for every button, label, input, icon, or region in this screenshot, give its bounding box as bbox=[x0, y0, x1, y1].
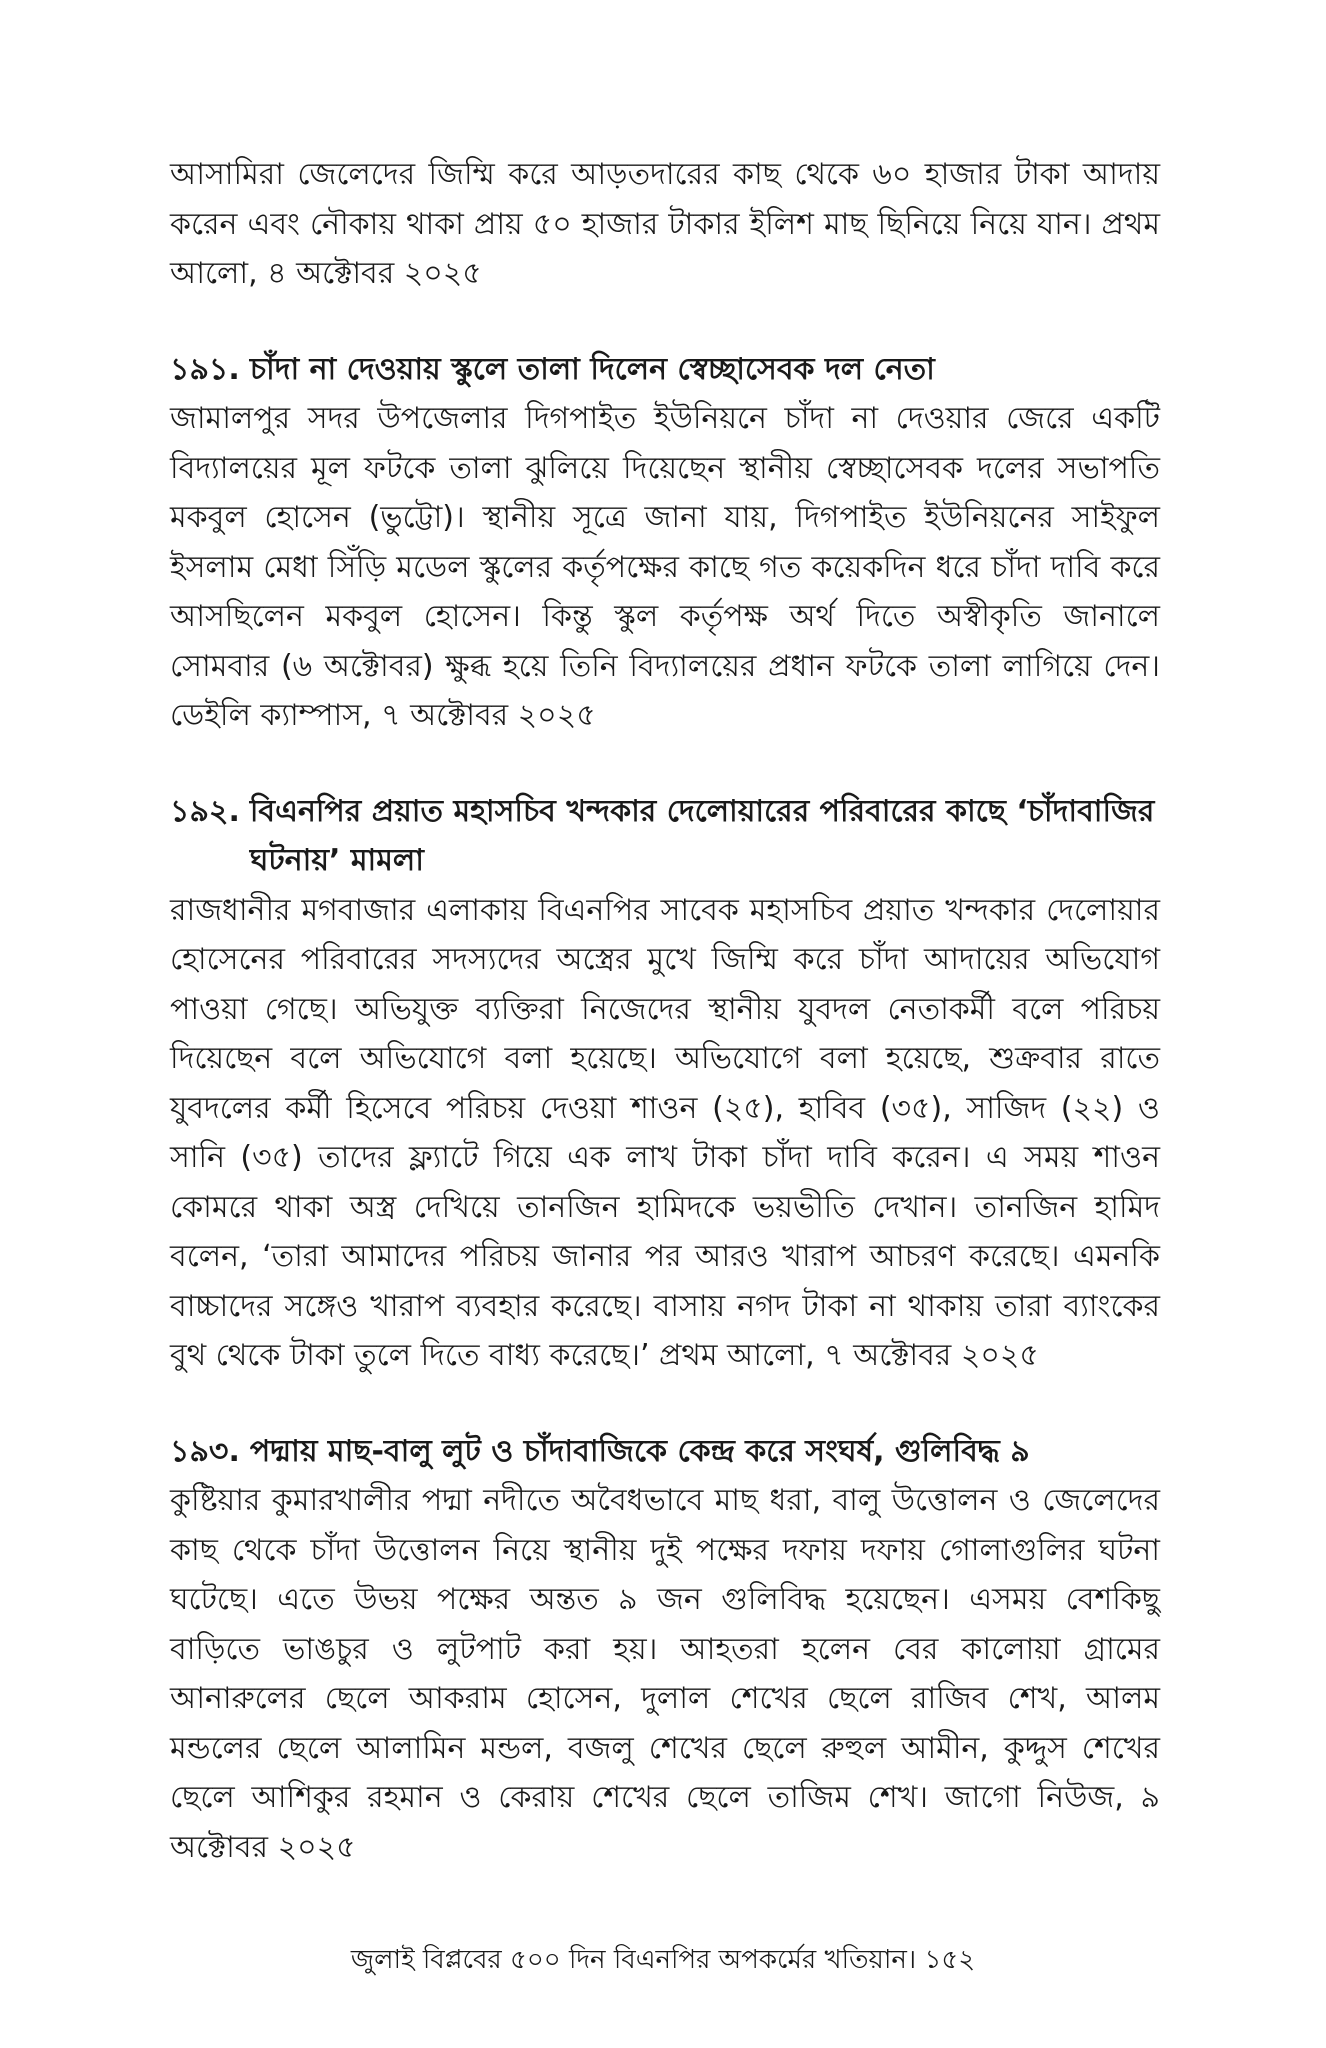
section-gap bbox=[170, 299, 1160, 345]
news-body: রাজধানীর মগবাজার এলাকায় বিএনপির সাবেক মহাসচিব প্রয়াত খন্দকার দেলোয়ার হোসেনের পরিবারের সদস্যদের অস্ত্রের মুখে জিম্মি করে চাঁদা আদায়ের অভিযোগ পাওয়া গেছে। অভিযুক্ত ব্যক্তিরা নিজেদের স্থানীয় যুবদল নেতাকর্মী বলে পরিচয় দিয়েছেন বলে অভিযোগে বলা হয়েছে। অভিযোগে বলা হয়েছে, শুক্রবার রাতে যুবদলের কর্মী হিসেবে পরিচয় দেওয়া শাওন (২৫), হাবিব (৩৫), সাজিদ (২২) ও সানি (৩৫) তাদের ফ্ল্যাটে গিয়ে এক লাখ টাকা চাঁদা দাবি করেন। এ সময় শাওন কোমরে থাকা অস্ত্র দেখিয়ে তানজিন হামিদকে ভয়ভীতি দেখান। তানজিন হামিদ বলেন, ‘তারা আমাদের পরিচয় জানার পর আরও খারাপ আচরণ করেছে। এমনকি বাচ্চাদের সঙ্গেও খারাপ ব্যবহার করেছে। বাসায় নগদ টাকা না থাকায় তারা ব্যাংকের বুথ থেকে টাকা তুলে দিতে বাধ্য করেছে।’ প্রথম আলো, ৭ অক্টোবর ২০২৫ bbox=[170, 892, 1160, 1373]
news-heading bbox=[170, 1427, 1160, 1477]
news-item-192 bbox=[170, 787, 1160, 1381]
section-gap bbox=[170, 1381, 1160, 1427]
news-title: পদ্মায় মাছ-বালু লুট ও চাঁদাবাজিকে কেন্দ্র করে সংঘর্ষ, গুলিবিদ্ধ ৯ bbox=[249, 1433, 1030, 1469]
news-number: ১৯৩. bbox=[170, 1433, 240, 1469]
intro-paragraph: আসামিরা জেলেদের জিম্মি করে আড়তদারের কাছ থেকে ৬০ হাজার টাকা আদায় করেন এবং নৌকায় থাকা প্রায় ৫০ হাজার টাকার ইলিশ মাছ ছিনিয়ে নিয়ে যান। প্রথম আলো, ৪ অক্টোবর ২০২৫ bbox=[170, 157, 1160, 291]
news-item-193 bbox=[170, 1427, 1160, 1873]
news-heading bbox=[170, 345, 1160, 395]
news-body: জামালপুর সদর উপজেলার দিগপাইত ইউনিয়নে চাঁদা না দেওয়ার জেরে একটি বিদ্যালয়ের মূল ফটকে তালা ঝুলিয়ে দিয়েছেন স্থানীয় স্বেচ্ছাসেবক দলের সভাপতি মকবুল হোসেন (ভুট্টো)। স্থানীয় সূত্রে জানা যায়, দিগপাইত ইউনিয়নের সাইফুল ইসলাম মেধা সিঁড়ি মডেল স্কুলের কর্তৃপক্ষের কাছে গত কয়েকদিন ধরে চাঁদা দাবি করে আসছিলেন মকবুল হোসেন। কিন্তু স্কুল কর্তৃপক্ষ অর্থ দিতে অস্বীকৃতি জানালে সোমবার (৬ অক্টোবর) ক্ষুব্ধ হয়ে তিনি বিদ্যালয়ের প্রধান ফটকে তালা লাগিয়ে দেন। ডেইলি ক্যাম্পাস, ৭ অক্টোবর ২০২৫ bbox=[170, 401, 1160, 733]
section-gap bbox=[170, 741, 1160, 787]
news-heading bbox=[170, 787, 1160, 886]
news-number: ১৯২. bbox=[170, 793, 240, 829]
news-item-191 bbox=[170, 345, 1160, 741]
page-footer: জুলাই বিপ্লবের ৫০০ দিন বিএনপির অপকর্মের খতিয়ান। ১৫২ bbox=[350, 1945, 976, 1975]
news-title: চাঁদা না দেওয়ায় স্কুলে তালা দিলেন স্বেচ্ছাসেবক দল নেতা bbox=[249, 351, 935, 387]
page-content bbox=[170, 150, 1160, 1872]
news-number: ১৯১. bbox=[170, 351, 240, 387]
news-title: বিএনপির প্রয়াত মহাসচিব খন্দকার দেলোয়ারের পরিবারের কাছে ‘চাঁদাবাজির ঘটনায়’ মামলা bbox=[249, 793, 1155, 878]
news-body: কুষ্টিয়ার কুমারখালীর পদ্মা নদীতে অবৈধভাবে মাছ ধরা, বালু উত্তোলন ও জেলেদের কাছ থেকে চাঁদা উত্তোলন নিয়ে স্থানীয় দুই পক্ষের দফায় দফায় গোলাগুলির ঘটনা ঘটেছে। এতে উভয় পক্ষের অন্তত ৯ জন গুলিবিদ্ধ হয়েছেন। এসময় বেশকিছু বাড়িতে ভাঙচুর ও লুটপাট করা হয়। আহতরা হলেন বের কালোয়া গ্রামের আনারুলের ছেলে আকরাম হোসেন, দুলাল শেখের ছেলে রাজিব শেখ, আলম মন্ডলের ছেলে আলামিন মন্ডল, বজলু শেখের ছেলে রুহুল আমীন, কুদ্দুস শেখের ছেলে আশিকুর রহমান ও কেরায় শেখের ছেলে তাজিম শেখ। জাগো নিউজ, ৯ অক্টোবর ২০২৫ bbox=[170, 1483, 1160, 1865]
